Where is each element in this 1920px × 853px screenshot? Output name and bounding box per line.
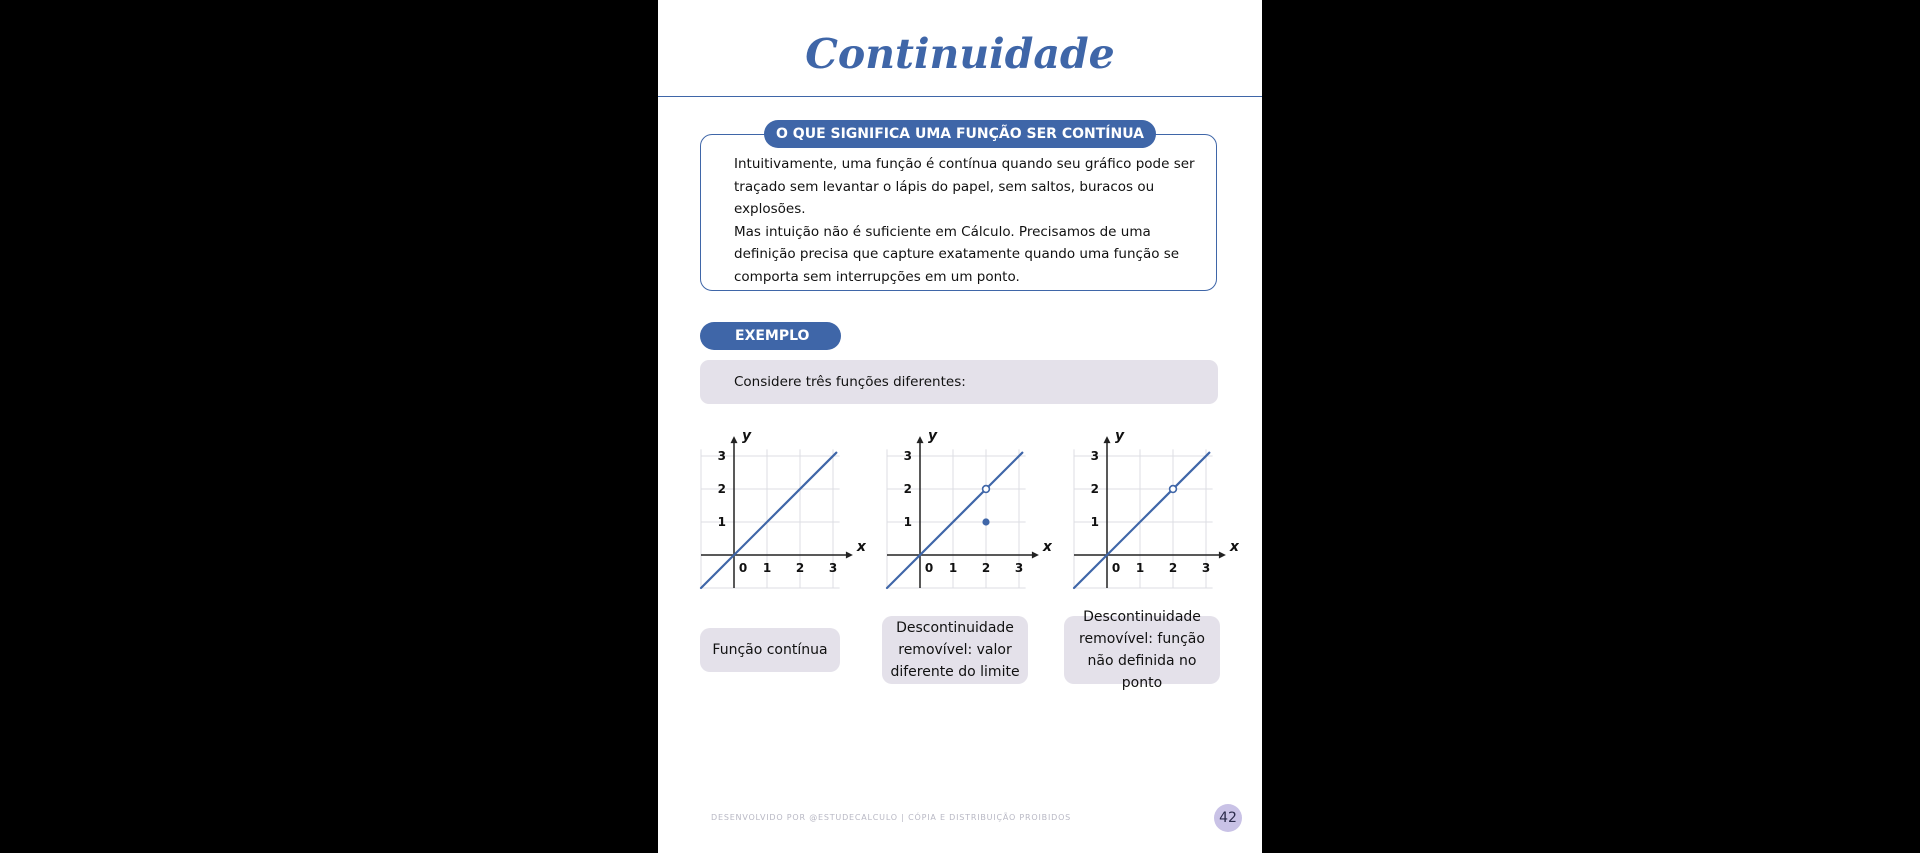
- x-tick-label: 1: [762, 561, 772, 575]
- x-tick-label: 2: [981, 561, 991, 575]
- x-axis-label: x: [1042, 539, 1052, 555]
- y-tick-label: 1: [903, 515, 912, 529]
- graph-removable-different-value: [882, 428, 1052, 598]
- x-tick-label: 0: [738, 561, 748, 575]
- footer-credit: DESENVOLVIDO POR @ESTUDECALCULO | CÓPIA E DISTRIBUIÇÃO PROIBIDOS: [711, 813, 1072, 822]
- x-axis-arrow: [1032, 552, 1039, 559]
- y-tick-label: 2: [1090, 482, 1099, 496]
- y-tick-label: 3: [717, 449, 726, 463]
- caption-removable-undefined: Descontinuidade removível: função não definida no ponto: [1064, 616, 1220, 684]
- definition-paragraph-1: Intuitivamente, uma função é contínua quando seu gráfico pode ser traçado sem levantar o lápis do papel, sem saltos, buracos ou explosões.: [734, 156, 1195, 217]
- y-tick-label: 1: [717, 515, 726, 529]
- example-intro: Considere três funções diferentes:: [700, 360, 1218, 404]
- y-tick-label: 2: [903, 482, 912, 496]
- y-axis-arrow: [1104, 436, 1111, 443]
- definition-paragraph-2: Mas intuição não é suficiente em Cálculo. Precisamos de uma definição precisa que capture exatamente quando uma função se comporta sem interrupções em um ponto.: [734, 223, 1180, 285]
- x-tick-label: 0: [1111, 561, 1121, 575]
- x-tick-label: 2: [1168, 561, 1178, 575]
- y-tick-label: 1: [1090, 515, 1099, 529]
- open-point: [983, 486, 990, 493]
- x-axis-arrow: [1219, 552, 1226, 559]
- x-axis-label: x: [1229, 539, 1239, 555]
- x-tick-label: 2: [795, 561, 805, 575]
- graph-continuous: [696, 428, 866, 598]
- y-axis-arrow: [731, 436, 738, 443]
- definition-label: O QUE SIGNIFICA UMA FUNÇÃO SER CONTÍNUA: [764, 120, 1156, 148]
- document-page: [658, 0, 1262, 853]
- x-axis-arrow: [846, 552, 853, 559]
- graph-removable-undefined: [1069, 428, 1239, 598]
- y-axis-label: y: [742, 428, 752, 445]
- example-label: EXEMPLO: [700, 322, 841, 350]
- y-axis-arrow: [917, 436, 924, 443]
- y-tick-label: 3: [903, 449, 912, 463]
- x-tick-label: 0: [924, 561, 934, 575]
- y-axis-label: y: [928, 428, 938, 445]
- title-divider: [658, 96, 1262, 97]
- page-title: Continuidade: [805, 30, 1115, 78]
- x-tick-label: 1: [948, 561, 958, 575]
- x-tick-label: 3: [1201, 561, 1211, 575]
- open-point: [1170, 486, 1177, 493]
- filled-point: [982, 518, 989, 525]
- caption-continuous: Função contínua: [700, 628, 840, 672]
- x-tick-label: 1: [1135, 561, 1145, 575]
- page-number: 42: [1214, 804, 1242, 832]
- y-axis-label: y: [1115, 428, 1125, 445]
- y-tick-label: 3: [1090, 449, 1099, 463]
- definition-text: [734, 153, 1212, 288]
- caption-removable-different-value: Descontinuidade removível: valor diferente do limite: [882, 616, 1028, 684]
- y-tick-label: 2: [717, 482, 726, 496]
- x-tick-label: 3: [828, 561, 838, 575]
- x-tick-label: 3: [1014, 561, 1024, 575]
- x-axis-label: x: [856, 539, 866, 555]
